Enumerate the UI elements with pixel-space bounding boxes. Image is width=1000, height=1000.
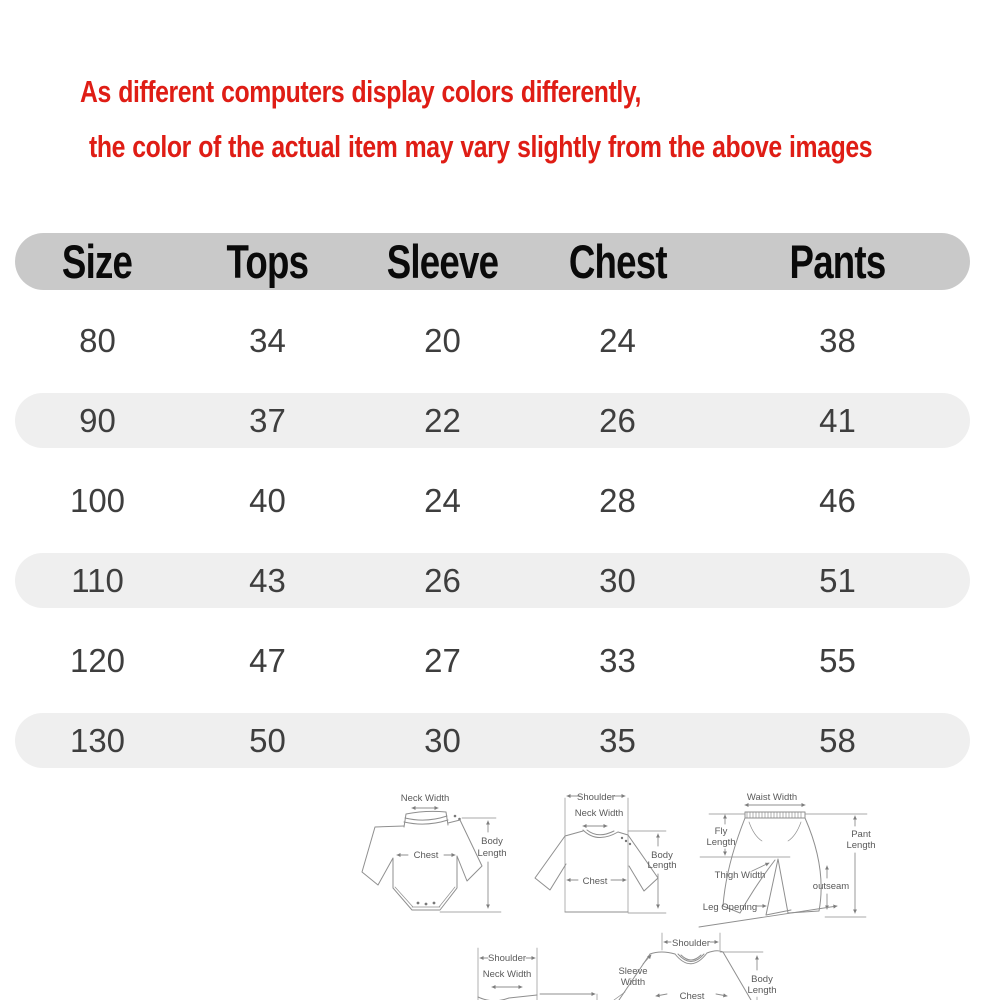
- cell-size: 110: [71, 561, 124, 599]
- thigh-width-measure: [715, 863, 769, 881]
- label-chest: Chest: [413, 850, 439, 861]
- shirt-partial-diagram: [465, 940, 605, 1000]
- cell-tops: 37: [249, 401, 286, 439]
- label-sleeve-width-1: Sleeve: [618, 966, 648, 977]
- label-body-length-2: Length: [747, 985, 777, 996]
- neck-width-measure: [483, 969, 532, 987]
- cell-pants: 51: [819, 561, 856, 599]
- cell-tops: 50: [249, 721, 286, 759]
- cell-size: 120: [69, 641, 126, 679]
- label-leg-opening: Leg Opening: [702, 902, 758, 913]
- pant-length-measure: [825, 816, 876, 917]
- body-length-measure: [540, 994, 597, 1000]
- cell-tops: 34: [249, 321, 286, 359]
- label-neck-width: Neck Width: [482, 969, 532, 980]
- column-header-pants: [705, 234, 970, 289]
- label-body-length-1: Body: [481, 836, 503, 847]
- table-row-size-130: [15, 713, 970, 768]
- body-length-measure: [628, 831, 677, 913]
- cell-sleeve: 22: [424, 401, 461, 439]
- body-length-measure: [720, 952, 777, 1000]
- label-neck-width: Neck Width: [574, 808, 624, 819]
- disclaimer-line-2: the color of the actual item may vary slightly from the above images: [89, 129, 873, 164]
- column-header-tops: [180, 234, 355, 289]
- bodysuit-diagram: [360, 786, 515, 934]
- neck-width-measure: [575, 808, 624, 826]
- cell-chest: 24: [599, 321, 636, 359]
- cell-tops: 43: [249, 561, 286, 599]
- cell-sleeve: 30: [424, 721, 461, 759]
- column-header-sleeve-label: Sleeve: [386, 235, 499, 288]
- label-fly-length-1: Fly: [714, 826, 728, 837]
- cell-sleeve: 24: [424, 481, 461, 519]
- cell-sleeve: 27: [424, 641, 461, 679]
- label-fly-length-2: Length: [706, 837, 736, 848]
- column-header-size-label: Size: [62, 235, 133, 288]
- shorts-diagram: [695, 786, 945, 934]
- label-sleeve-width-2: Width: [620, 977, 646, 988]
- cell-pants: 38: [819, 321, 856, 359]
- chest-measure: [567, 876, 626, 887]
- label-chest: Chest: [679, 991, 705, 1000]
- cell-chest: 30: [599, 561, 636, 599]
- label-body-length-2: Length: [477, 848, 507, 859]
- shoulder-measure: [567, 792, 625, 803]
- cell-chest: 35: [599, 721, 636, 759]
- label-body-length-2: Length: [647, 860, 677, 871]
- column-header-chest-label: Chest: [568, 235, 667, 288]
- column-header-size: [15, 234, 180, 289]
- label-body-length-1: Body: [751, 974, 773, 985]
- waist-width-measure: [745, 792, 805, 805]
- cell-tops: 47: [249, 641, 286, 679]
- column-header-sleeve: [355, 234, 530, 289]
- disclaimer-line-1: As different computers display colors differently,: [80, 74, 641, 109]
- label-shoulder: Shoulder: [576, 792, 616, 803]
- label-shoulder: Shoulder: [671, 938, 711, 949]
- cell-size: 130: [69, 721, 126, 759]
- chest-measure: [397, 850, 455, 861]
- cell-chest: 26: [599, 401, 636, 439]
- chest-measure: [656, 991, 727, 1000]
- label-body-length-1: Body: [651, 850, 673, 861]
- table-row-size-90: [15, 393, 970, 448]
- size-table: [15, 233, 970, 768]
- label-neck-width: Neck Width: [400, 793, 450, 804]
- table-row-size-100: [15, 473, 970, 528]
- cell-chest: 33: [599, 641, 636, 679]
- cell-chest: 28: [599, 481, 636, 519]
- cell-sleeve: 20: [424, 321, 461, 359]
- cell-pants: 55: [819, 641, 856, 679]
- color-disclaimer: [80, 74, 1000, 165]
- table-row-size-80: [15, 313, 970, 368]
- cell-pants: 41: [819, 401, 856, 439]
- cell-sleeve: 26: [424, 561, 461, 599]
- column-header-tops-label: Tops: [226, 235, 309, 288]
- outseam-measure: [813, 866, 850, 909]
- column-header-chest: [530, 234, 705, 289]
- shoulder-measure: [480, 953, 535, 964]
- label-pant-length-1: Pant: [851, 829, 871, 840]
- size-table-header-row: [15, 233, 970, 290]
- label-shoulder: Shoulder: [487, 953, 527, 964]
- label-pant-length-2: Length: [846, 840, 876, 851]
- raglan-partial-diagram: [605, 930, 800, 1000]
- table-row-size-120: [15, 633, 970, 688]
- cell-size: 90: [79, 401, 116, 439]
- table-row-size-110: [15, 553, 970, 608]
- tshirt-diagram: [525, 786, 675, 928]
- neck-width-measure: [401, 793, 450, 808]
- cell-pants: 46: [819, 481, 856, 519]
- shoulder-measure: [664, 938, 718, 949]
- cell-pants: 58: [819, 721, 856, 759]
- fly-length-measure: [706, 815, 735, 855]
- sleeve-width-measure: [614, 955, 651, 1000]
- cell-size: 80: [79, 321, 116, 359]
- label-chest: Chest: [582, 876, 608, 887]
- cell-size: 100: [69, 481, 126, 519]
- column-header-pants-label: Pants: [789, 235, 886, 288]
- cell-tops: 40: [249, 481, 286, 519]
- label-outseam: outseam: [812, 881, 850, 892]
- label-waist-width: Waist Width: [746, 792, 798, 803]
- label-thigh-width: Thigh Width: [714, 870, 766, 881]
